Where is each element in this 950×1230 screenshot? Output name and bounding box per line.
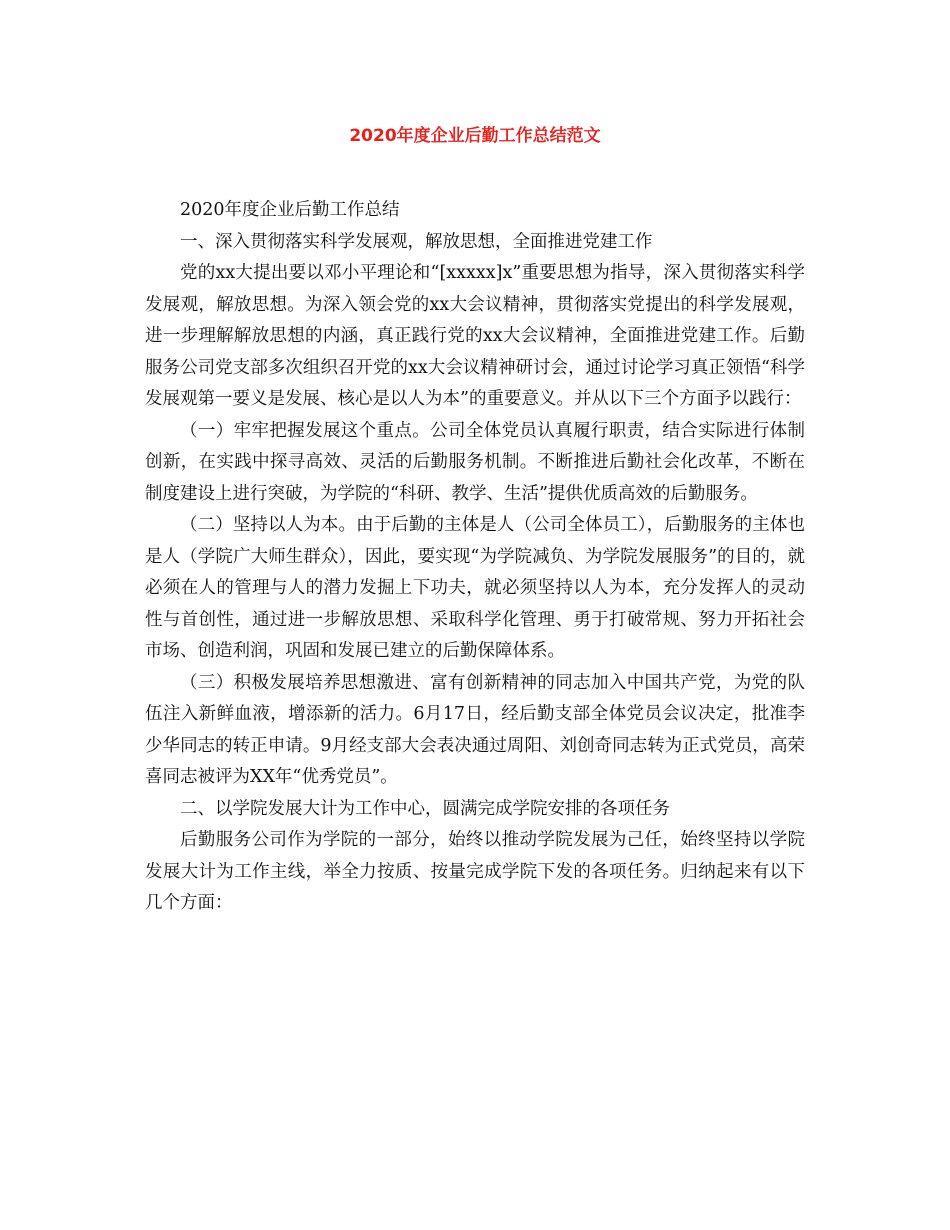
body-paragraph: （三）积极发展培养思想激进、富有创新精神的同志加入中国共产党，为党的队伍注入新鲜血液，增添新的活力。6月17日，经后勤支部全体党员会议决定，批准李少华同志的转正申请。9月经支部大会表决通过周阳、刘创奇同志转为正式党员，高荣喜同志被评为XX年“优秀党员”。: [145, 672, 805, 787]
body-paragraph: （二）坚持以人为本。由于后勤的主体是人（公司全体员工），后勤服务的主体也是人（学院广大师生群众），因此，要实现“为学院减负、为学院发展服务”的目的，就必须在人的管理与人的潜力发掘上下功夫，就必须坚持以人为本，充分发挥人的灵动性与首创性，通过进一步解放思想、采取科学化管理、勇于打破常规、努力开拓社会市场、创造利润，巩固和发展已建立的后勤保障体系。: [145, 515, 805, 661]
body-paragraph: 后勤服务公司作为学院的一部分，始终以推动学院发展为己任，始终坚持以学院发展大计为工作主线，举全力按质、按量完成学院下发的各项任务。归纳起来有以下几个方面：: [145, 830, 805, 913]
subtitle-paragraph: 2020年度企业后勤工作总结: [180, 200, 400, 220]
body-paragraph: 党的xx大提出要以邓小平理论和“[xxxxx]x”重要思想为指导，深入贯彻落实科学发展观，解放思想。为深入领会党的xx大会议精神，贯彻落实党提出的科学发展观，进一步理解解放思想的内涵，真正践行党的xx大会议精神，全面推进党建工作。后勤服务公司党支部多次组织召开党的xx大会议精神研讨会，通过讨论学习真正领悟“科学发展观第一要义是发展、核心是以人为本”的重要意义。并从以下三个方面予以践行：: [145, 263, 805, 409]
section-heading-1: 一、深入贯彻落实科学发展观，解放思想，全面推进党建工作: [180, 231, 653, 252]
section-heading-2: 二、以学院发展大计为工作中心，圆满完成学院安排的各项任务: [180, 798, 670, 819]
document-title: 2020年度企业后勤工作总结范文: [349, 126, 601, 146]
document-body: [145, 195, 805, 920]
body-paragraph: （一）牢牢把握发展这个重点。公司全体党员认真履行职责，结合实际进行体制创新，在实践中探寻高效、灵活的后勤服务机制。不断推进后勤社会化改革，不断在制度建设上进行突破，为学院的“科研、教学、生活”提供优质高效的后勤服务。: [145, 420, 805, 504]
